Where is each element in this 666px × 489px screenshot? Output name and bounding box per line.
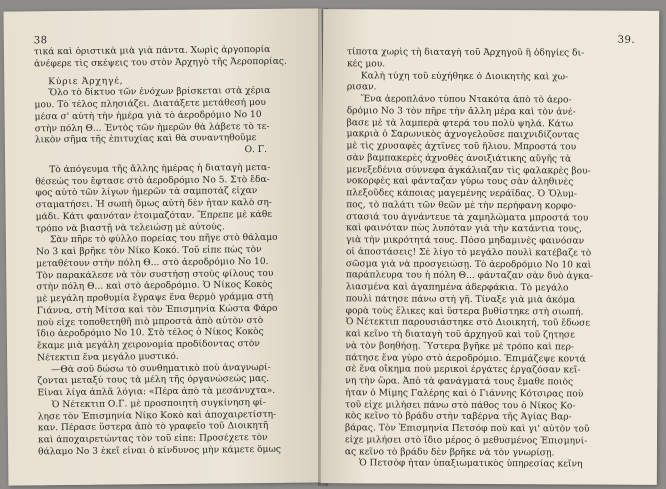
text-line: μακριὰ ὁ Σαρωνικὸς ἀχνογελοῦσε παιχνιδίζοντας xyxy=(346,129,580,141)
text-line: Ὁ Πετσὸφ ἦταν ὑπαξιωματικὸς ὑπηρεσίας κεῖνη xyxy=(358,458,583,470)
text-line: στὴν πόλη Θ... Ἐντὸς τῶν ἡμερῶν θὰ λάβετε τὸ τε- xyxy=(34,121,270,134)
text-line: θέσεώς του ἔφτασε στὸ ἀεροδρόμιο Νο 5. Στὸ ἔδα- xyxy=(35,174,270,187)
text-line: φορὰ τοὺς ἕλικες καὶ ὕστερα βυθίστηκε στὴ σιωπή. xyxy=(345,305,584,317)
text-line: Ὅλο τὸ δίκτυο τῶν ἐνόχων βρίσκεται στὰ χέρια xyxy=(48,86,271,99)
text-line: Καλὴ τύχη τοῦ εὐχήθηκε ὁ Διοικητὴς καὶ χω- xyxy=(360,70,569,82)
text-line: εἶχε μιλήσει στὸ ἴδιο μέρος ὁ μεθυσμένος Ἐπισμηνί- xyxy=(344,434,588,447)
text-line: πλεξοῦδες κάποιας μαγεμένης νεράϊδας. Ὁ Ὄλυμ- xyxy=(346,188,577,200)
text-line: λικὸν σῆμα τῆς ἐπιτυχίας καὶ θὰ συναντηθοῦμε xyxy=(34,133,257,146)
text-line: λησε τὸν Ἐπισμηνία Νίκο Κοκὸ καὶ ἀποχαιρετίστη- xyxy=(37,409,277,422)
text-line: νοκορφὲς καὶ φάνταζαν γύρω τους σὰν ἀληθινὲς xyxy=(346,176,574,188)
text-line: δρόμιο Νο 3 τὸν πῆρε τὴν ἄλλη μέρα καὶ τὸν ἀνέ- xyxy=(346,105,576,118)
text-line: Τὸ ἀπόγευμα τῆς ἄλλης ἡμέρας ἡ διαταγὴ μετα- xyxy=(49,162,271,175)
text-line: νὰ τὸν βοηθήσῃ. Ὕστερα βγῆκε μὲ τρόπο καὶ περ- xyxy=(345,340,575,353)
text-line: καν. Πέρασε ὕστερα ἀπὸ τὸ γραφεῖο τοῦ Διοικητῆ xyxy=(37,421,269,434)
page-number-right: 39. xyxy=(617,34,636,46)
text-line: σὲ ἕνα οἴκημα ποὺ μερικοὶ ἐργάτες ἐργαζόσαν κεῖ- xyxy=(345,364,581,376)
text-line: Σὰν πῆρε τὸ φύλλο πορείας του πῆγε στὸ θάλαμο xyxy=(49,233,278,246)
text-line: Ἕνα ἀεροπλάνο τύπου Ντακότα ἀπὸ τὸ ἀερο- xyxy=(360,94,572,106)
text-line: Ὁ Νέτεκτιπ παρουσιάστηκε στὸ Διοικητή, τοῦ ἔδωσε xyxy=(345,317,591,329)
left-page xyxy=(4,8,327,485)
text-line: κές μου. xyxy=(346,58,386,70)
text-line: —Θὰ σοῦ δώσω τὸ συνθηματικὸ ποὺ ἀναγνωρί- xyxy=(51,362,271,375)
text-line: ποὺ εἶχε τοποθετηθῆ πιὸ μπροστὰ ἀπὸ αὐτὸν στὸ xyxy=(36,315,264,328)
text-line: παράπλευρα του ἡ πόλη Θ... φάνταζαν σὰν δυὸ ἀγκα- xyxy=(345,270,593,282)
text-line: Ο. Γ. xyxy=(244,144,268,156)
page-number-left: 38 xyxy=(33,35,48,47)
text-line: ζονται μεταξύ τους τὰ μέλη τῆς ὀργανώσεώς μας. xyxy=(37,374,270,387)
text-line: τρόπο νὰ βιαστῇ νὰ τελειώσῃ μὲ αὐτούς. xyxy=(35,221,225,234)
text-line: λιασμένα καὶ ἀγαπημένα ἀδερφάκια. Τὸ μεγάλο xyxy=(345,282,569,294)
text-line: βάρας. Τὸν Ἐπισμηνία Πετσόφ ποὺ καὶ γι' αὐτὸν τοῦ xyxy=(345,423,590,435)
text-line: σταματήσει. Ἡ σωπὴ ὅμως αὐτὴ δὲν ἦταν καλὸ ση- xyxy=(35,197,272,211)
text-line: Κύριε Ἀρχηγέ, xyxy=(48,75,124,87)
text-line: πάτησε ἕνα γύρο στὸ ἀεροδρόμιο. Ἐπιμάζεψε κοντά xyxy=(345,352,586,365)
text-line: μὲ τὶς χρυσαφὲς ἀχτῖνες τοῦ ἥλιου. Μπροστά του xyxy=(346,141,577,153)
text-line: μενεξεδένια σύννεφα ἀγκάλιαζαν τὶς φαλακρὲς βου- xyxy=(346,164,591,177)
text-line: νη τὴν ὥρα. Ἀπὸ τὰ φανάγματά τους ἔμαθε ποιὸς xyxy=(345,376,574,388)
text-line: στὴν πόλη Θ... καὶ στὸ ἀεροδρόμιο. Ὁ Νίκος Κοκὸς xyxy=(36,280,273,293)
text-line: καὶ κεῖνο τὴ διαταγὴ τοῦ ἀρχηγοῦ καὶ τοῦ ζητησε xyxy=(345,329,575,341)
text-line: οἱ ἀποστάσεις! Σὲ λίγο τὸ μεγάλο πουλὶ κατέβαζε τὸ xyxy=(345,246,592,259)
text-line: ας κεῖνο τὸ βράδυ δὲν βρῆκε νὰ τὸν γνωρίσῃ. xyxy=(344,446,555,458)
text-line: φος αὐτὸ τῶν λίγων ἡμερῶν τὰ σαμποτάζ εἶχαν xyxy=(35,186,258,199)
text-line: καὶ φαινόταν πὼς λυπόταν γιὰ τὴν κατάντια τους, xyxy=(346,223,582,235)
right-page xyxy=(321,9,659,485)
text-line: σῶσμα γιὰ νὰ προσγειώσῃ. Τὸ ἀεροδρόμιο Νο 10 καὶ xyxy=(345,258,592,271)
text-line: θάλαμο Νο 3 ἐκεῖ εἶναι ὁ κίνδυνος μὴν κάμετε ὅμως xyxy=(38,444,281,458)
text-line: ρισαν. xyxy=(346,82,377,93)
text-line: Νο 3 καὶ βρῆκε τὸν Νίκο Κοκό. Τοῦ εἶπε πὼς τὸν xyxy=(35,244,262,258)
left-page-text xyxy=(34,45,304,459)
text-line: Νέτεκτιπ ἕνα μεγάλο μυστικό. xyxy=(37,351,179,364)
text-line: πος, τὸ παλάτι τῶν θεῶν μὲ τὴν περήφανη κορφο- xyxy=(346,199,577,212)
text-line: τοῦ εἶχε μιλήσει πάνω στὸ πάθος του ὁ Νίκος Κο- xyxy=(345,399,576,411)
text-line: Τὸν παρακάλεσε νὰ τὸν συστήσῃ στοὺς φίλους του xyxy=(36,268,274,281)
text-line: γιὰ τὴν μικρότητά τους. Πόσο μηδαμινὲς φαινόσαν xyxy=(346,235,585,247)
text-line: μέσα σ' αὐτὴ τὴν ἡμέρα γιὰ τὸ ἀεροδρόμιο Νο 10 xyxy=(34,109,262,123)
right-page-text xyxy=(345,47,643,472)
text-line: ἦταν ὁ Μίμης Γαλέρης καὶ ὁ Γιάννης Κότσιρας ποὺ xyxy=(345,387,584,400)
text-line: ἀνέφερε τὶς σκέψεις του στὸν Ἀρχηγὸ τῆς Ἀεροπορίας. xyxy=(34,56,287,70)
text-line: μὲ μεγάλη προθυμία ἔγραψε ἕνα θερμὸ γράμμα στὴ xyxy=(36,291,274,305)
text-line: τίποτα χωρὶς τὴ διαταγὴ τοῦ Ἀρχηγοῦ ἢ ὁδηγίες δι- xyxy=(346,47,585,59)
text-line: ἔκαμε μιὰ μεγάλη χειρονομία προδίδοντας στὸν xyxy=(36,339,260,352)
text-line: στασιά του ἀγνάντευε τὰ χαμηλώματα μπροστά του xyxy=(346,211,589,224)
text-line: σὰν βαμπακερὲς ἀχνοθὲς ἀνοιξιάτικης αὔγῆς τὰ xyxy=(346,152,572,165)
text-line: Γιάννα, στὴ Μίτσα καὶ τὸν Ἐπισμηνία Κώστα Φάρο xyxy=(36,303,278,317)
text-line: μου. Τὸ τέλος πλησιάζει. Διατάξετε μετάθεσή μου xyxy=(34,97,266,111)
text-line: καὶ ἀποχαιρετώντας τὸν τοῦ εἶπε: Προσέχετε τὸν xyxy=(37,432,268,446)
text-line: μάδι. Κάτι φαινόταν ἑτοιμαζόταν. Ἔπρεπε μὲ κάθε xyxy=(35,209,273,223)
text-line: Ὁ Νέτεκτιπ Ο.Γ. μὲ προσποιητὴ συγκίνηση φί- xyxy=(51,397,266,410)
text-line: πουλὶ πάτησε πάνω στὴ γῆ. Τίναξε γιὰ μιὰ ἀκόμα xyxy=(345,293,576,306)
text-line: κὸς κεῖνο τὸ βράδυ στὴν ταβέρνα τῆς Ἁγίας Βαρ- xyxy=(345,411,572,423)
text-line: τικά καὶ ὁριστικὰ μιὰ γιὰ πάντα. Χωρὶς ἀργοπορία xyxy=(33,44,271,58)
text-line: βασε μὲ τὰ λαμπερὰ φτερά του πολὺ ψηλά. Κάτω xyxy=(346,117,574,129)
text-line: ἴδιο ἀεροδρόμιο Νο 10. Στὸ τέλος ὁ Νίκος Κοκὸς xyxy=(36,327,264,340)
text-line: Εἶναι λίγα ἁπλᾶ λόγια: «Πέρα ἀπὸ τὰ μεσάνυχτα». xyxy=(37,385,276,399)
text-line: μεταθέτουν στὴν πόλη Θ... στὸ ἀεροδρόμιο Νο 10. xyxy=(36,256,269,270)
